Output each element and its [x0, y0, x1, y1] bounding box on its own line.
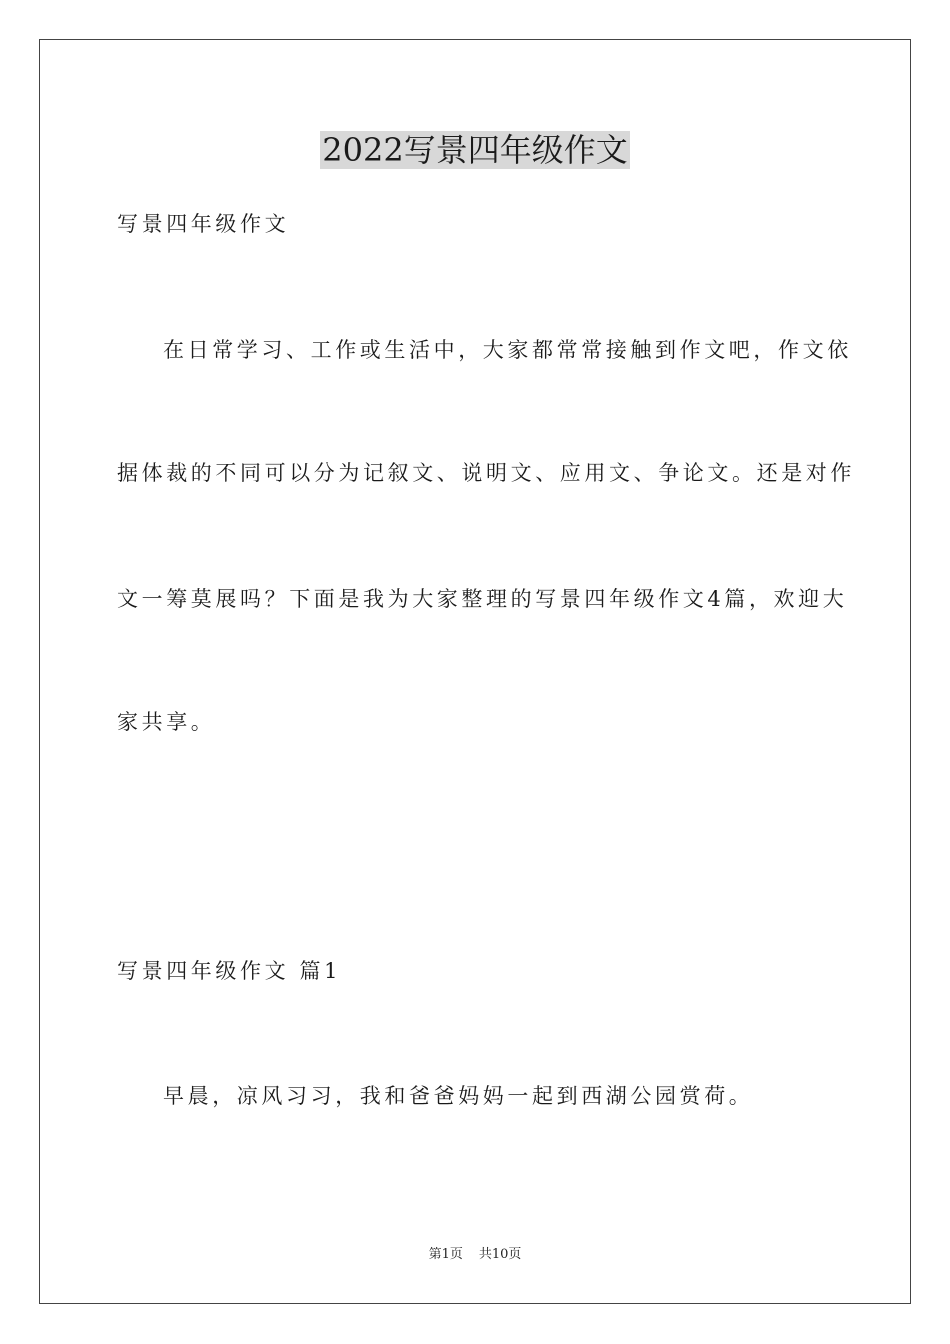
- section-heading: 写景四年级作文 篇1: [117, 959, 342, 983]
- document-subtitle: 写景四年级作文: [117, 212, 290, 236]
- page-number: 第1页: [428, 1247, 463, 1262]
- section-first-line: 早晨，凉风习习，我和爸爸妈妈一起到西湖公园赏荷。: [163, 1084, 754, 1108]
- page-footer: [0, 1246, 950, 1264]
- intro-line-2: 据体裁的不同可以分为记叙文、说明文、应用文、争论文。还是对作: [117, 461, 855, 485]
- page-total: 共10页: [478, 1247, 522, 1262]
- document-title-text: 2022写景四年级作文: [322, 131, 628, 169]
- document-title: [0, 128, 950, 172]
- intro-line-3: 文一筹莫展吗？下面是我为大家整理的写景四年级作文4篇，欢迎大: [117, 587, 848, 611]
- intro-line-1: 在日常学习、工作或生活中，大家都常常接触到作文吧，作文依: [163, 338, 852, 362]
- intro-line-4: 家共享。: [117, 710, 216, 734]
